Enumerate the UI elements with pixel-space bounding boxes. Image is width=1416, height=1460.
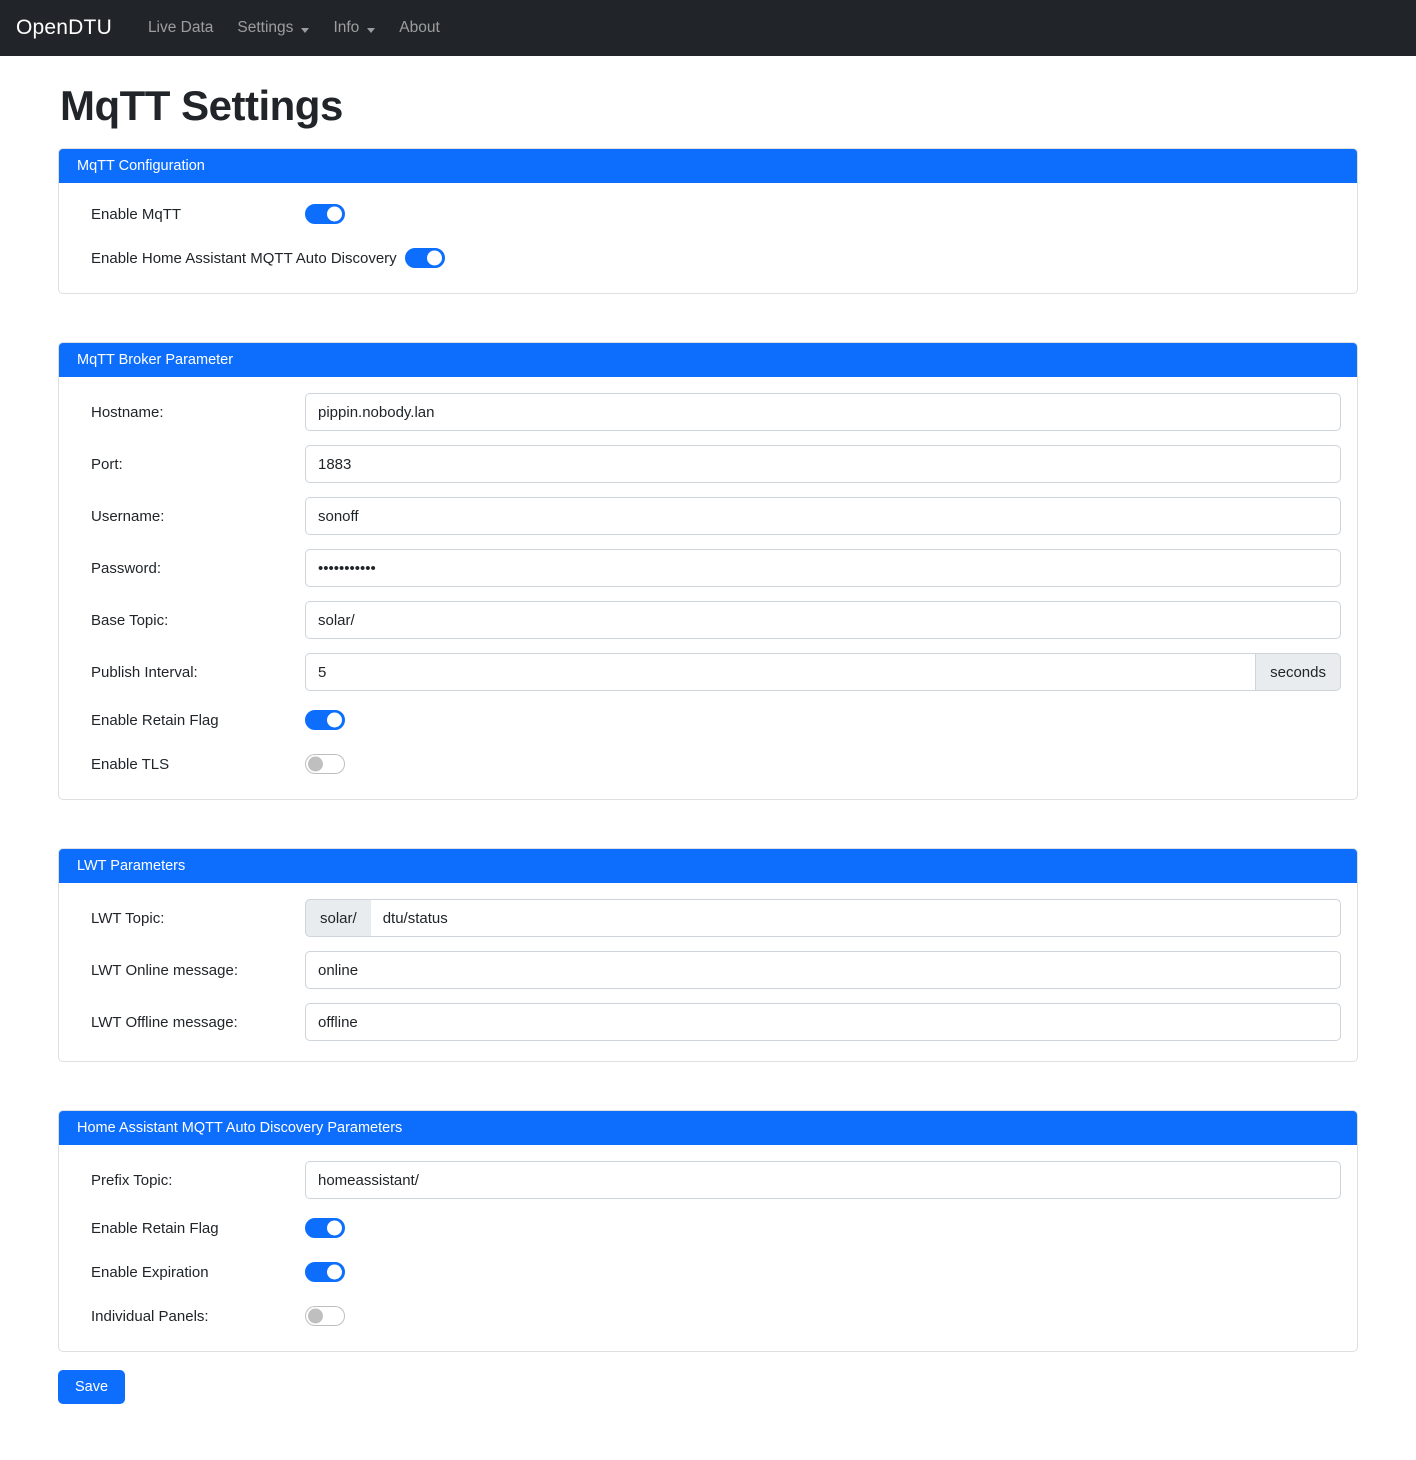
password-input[interactable]	[305, 549, 1341, 587]
control-username	[305, 497, 1341, 535]
card-header-mqtt-broker-parameter: MqTT Broker Parameter	[59, 343, 1357, 377]
control-enable-home-assistant-discovery	[405, 248, 1341, 268]
prefix-topic-input[interactable]	[305, 1161, 1341, 1199]
toggle-knob-icon	[308, 1309, 323, 1324]
nav-item-info-label: Info	[333, 19, 360, 36]
toggle-enable-mqtt[interactable]	[305, 204, 345, 224]
control-prefix-topic	[305, 1161, 1341, 1199]
toggle-individual-panels[interactable]	[305, 1306, 345, 1326]
row-password	[75, 549, 1341, 587]
card-mqtt-configuration	[58, 148, 1358, 294]
label-lwt-offline-message: LWT Offline message:	[91, 1013, 238, 1031]
label-username: Username:	[91, 507, 165, 525]
control-individual-panels	[305, 1306, 1341, 1326]
row-lwt-online-message	[75, 951, 1341, 989]
control-lwt-offline-message	[305, 1003, 1341, 1041]
label-hass-retain: Enable Retain Flag	[91, 1219, 219, 1237]
row-enable-mqtt	[75, 199, 1341, 229]
card-body-mqtt-broker-parameter	[59, 377, 1357, 799]
label-publish-interval: Publish Interval:	[91, 663, 198, 681]
toggle-enable-tls[interactable]	[305, 754, 345, 774]
control-password	[305, 549, 1341, 587]
row-hostname	[75, 393, 1341, 431]
toggle-knob-icon	[327, 713, 342, 728]
card-header-home-assistant-parameters: Home Assistant MQTT Auto Discovery Parameters	[59, 1111, 1357, 1145]
nav-item-settings-label: Settings	[237, 19, 294, 36]
card-header-lwt-parameters: LWT Parameters	[59, 849, 1357, 883]
control-port	[305, 445, 1341, 483]
label-enable-tls: Enable TLS	[91, 755, 170, 773]
lwt-topic-input[interactable]	[371, 899, 1341, 937]
row-broker-retain	[75, 705, 1341, 735]
label-individual-panels: Individual Panels:	[91, 1307, 209, 1325]
control-hass-expiration	[305, 1262, 1341, 1282]
label-hostname: Hostname:	[91, 403, 164, 421]
lwt-offline-message-input[interactable]	[305, 1003, 1341, 1041]
toggle-knob-icon	[427, 251, 442, 266]
toggle-knob-icon	[327, 207, 342, 222]
toggle-hass-expiration[interactable]	[305, 1262, 345, 1282]
lwt-topic-group	[305, 899, 1341, 937]
label-lwt-online-message: LWT Online message:	[91, 961, 239, 979]
nav-item-settings[interactable]	[225, 11, 321, 45]
label-port: Port:	[91, 455, 123, 473]
row-lwt-offline-message	[75, 1003, 1341, 1041]
row-hass-retain	[75, 1213, 1341, 1243]
control-enable-tls	[305, 754, 1341, 774]
control-lwt-online-message	[305, 951, 1341, 989]
control-publish-interval	[305, 653, 1341, 691]
label-broker-retain: Enable Retain Flag	[91, 711, 219, 729]
row-publish-interval	[75, 653, 1341, 691]
lwt-topic-prefix: solar/	[305, 899, 371, 937]
label-enable-home-assistant-discovery: Enable Home Assistant MQTT Auto Discovery	[91, 249, 397, 267]
row-enable-home-assistant-discovery	[75, 243, 1341, 273]
card-body-lwt-parameters	[59, 883, 1357, 1061]
chevron-down-icon	[367, 28, 375, 33]
row-username	[75, 497, 1341, 535]
control-lwt-topic	[305, 899, 1341, 937]
card-lwt-parameters	[58, 848, 1358, 1062]
row-prefix-topic	[75, 1161, 1341, 1199]
row-lwt-topic	[75, 899, 1341, 937]
row-individual-panels	[75, 1301, 1341, 1331]
label-enable-mqtt: Enable MqTT	[91, 205, 182, 223]
card-home-assistant-parameters	[58, 1110, 1358, 1352]
page-container	[58, 148, 1358, 1352]
control-broker-retain	[305, 710, 1341, 730]
base-topic-input[interactable]	[305, 601, 1341, 639]
port-input[interactable]	[305, 445, 1341, 483]
lwt-online-message-input[interactable]	[305, 951, 1341, 989]
card-body-home-assistant-parameters	[59, 1145, 1357, 1351]
control-hass-retain	[305, 1218, 1341, 1238]
publish-interval-group	[305, 653, 1341, 691]
label-prefix-topic: Prefix Topic:	[91, 1171, 173, 1189]
row-port	[75, 445, 1341, 483]
toggle-broker-retain[interactable]	[305, 710, 345, 730]
row-hass-expiration	[75, 1257, 1341, 1287]
chevron-down-icon	[301, 28, 309, 33]
label-lwt-topic: LWT Topic:	[91, 909, 165, 927]
toggle-knob-icon	[308, 757, 323, 772]
top-navbar	[0, 0, 1416, 56]
toggle-hass-retain[interactable]	[305, 1218, 345, 1238]
save-button[interactable]: Save	[58, 1370, 125, 1404]
card-body-mqtt-configuration	[59, 183, 1357, 293]
label-hass-expiration: Enable Expiration	[91, 1263, 209, 1281]
row-enable-tls	[75, 749, 1341, 779]
toggle-enable-home-assistant-discovery[interactable]	[405, 248, 445, 268]
card-header-mqtt-configuration: MqTT Configuration	[59, 149, 1357, 183]
control-enable-mqtt	[305, 204, 1341, 224]
nav-item-info[interactable]	[321, 11, 387, 45]
control-hostname	[305, 393, 1341, 431]
save-row	[58, 1370, 1358, 1404]
control-base-topic	[305, 601, 1341, 639]
nav-item-live-data-label: Live Data	[147, 19, 214, 36]
page-title: MqTT Settings	[60, 82, 343, 129]
label-password: Password:	[91, 559, 162, 577]
label-base-topic: Base Topic:	[91, 611, 169, 629]
toggle-knob-icon	[327, 1265, 342, 1280]
brand-logo[interactable]: OpenDTU	[16, 16, 112, 39]
nav-item-live-data[interactable]	[136, 11, 225, 45]
username-input[interactable]	[305, 497, 1341, 535]
toggle-knob-icon	[327, 1221, 342, 1236]
publish-interval-input[interactable]	[305, 653, 1256, 691]
nav-item-about-label: About	[399, 19, 440, 36]
card-mqtt-broker-parameter	[58, 342, 1358, 800]
nav-item-about[interactable]	[387, 11, 452, 45]
row-base-topic	[75, 601, 1341, 639]
hostname-input[interactable]	[305, 393, 1341, 431]
publish-interval-unit: seconds	[1256, 653, 1341, 691]
